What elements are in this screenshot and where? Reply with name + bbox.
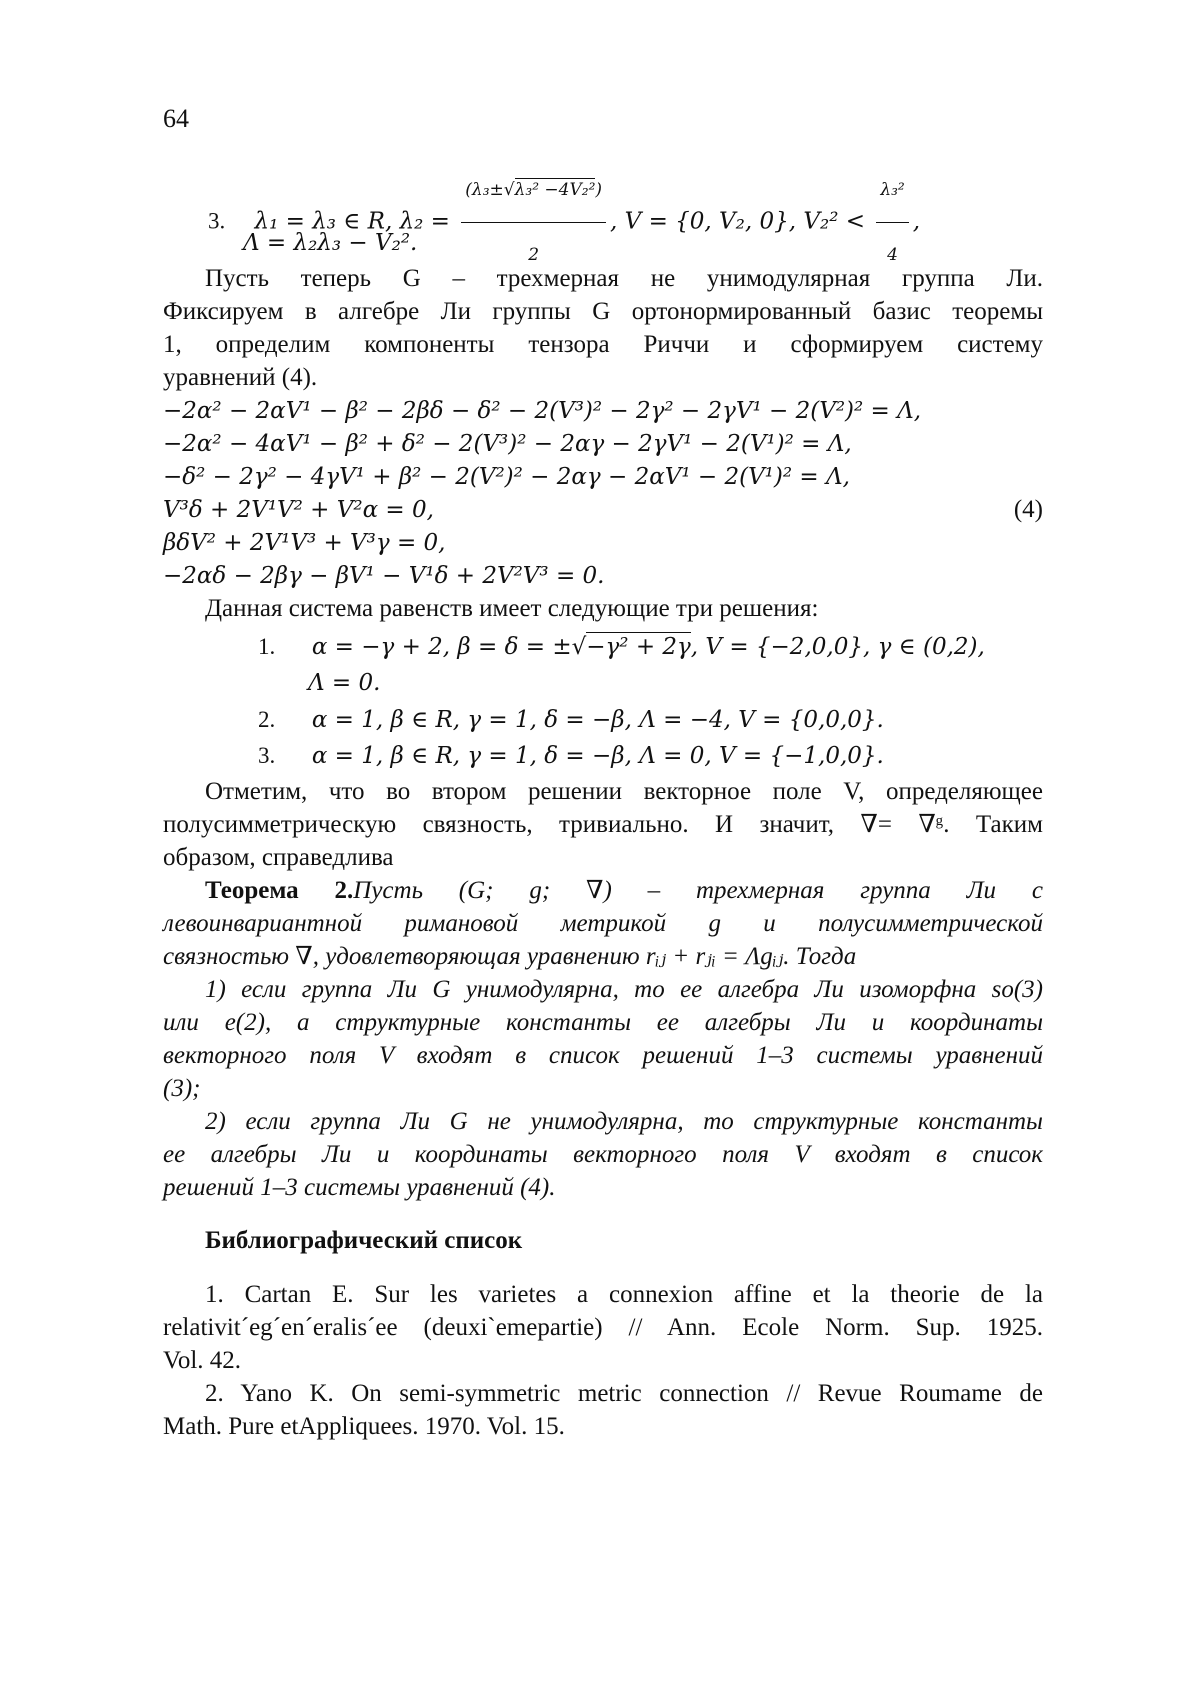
frac-den: 2 xyxy=(461,223,606,285)
system-eq: −2α² − 4αV¹ − β² + δ² − 2(V³)² − 2αγ − 2γV¹ − 2(V¹)² = Λ, xyxy=(163,429,1043,459)
system-eq: −2α² − 2αV¹ − β² − 2βδ − δ² − 2(V³)² − 2γ² − 2γV¹ − 2(V²)² = Λ, xyxy=(163,396,1043,426)
reference-line: Math. Pure etAppliquees. 1970. Vol. 15. xyxy=(163,1412,1043,1442)
para1-line: 1, определим компоненты тензора Риччи и сформируем систему xyxy=(163,330,1043,360)
solution-2-text: α = 1, β ∈ R, γ = 1, δ = −β, Λ = −4, V = {0,0,0}. xyxy=(312,707,884,733)
system-eq: βδV² + 2V¹V³ + V³γ = 0, xyxy=(163,528,1043,558)
theorem-item1-line: или e(2), а структурные константы ее алгебры Ли и координаты xyxy=(163,1008,1043,1038)
system-eq4: V³δ + 2V¹V² + V²α = 0, xyxy=(163,497,434,523)
para2-line: Отметим, что во втором решении векторное поле V, определяющее xyxy=(163,777,1043,807)
v-frac-num: λ₃² xyxy=(876,160,908,223)
para1-line: Фиксируем в алгебре Ли группы G ортонормированный базис теоремы xyxy=(163,297,1043,327)
case3-v-end: , xyxy=(913,209,920,235)
frac-num-a: λ₃± xyxy=(472,180,504,200)
para1-line: Пусть теперь G – трехмерная не унимодулярная группа Ли. xyxy=(163,264,1043,294)
reference-line: Vol. 42. xyxy=(163,1346,1043,1376)
para2-line: образом, справедлива xyxy=(163,843,1043,873)
case3-v-part: , V = {0, V₂, 0}, V₂² < xyxy=(610,209,865,235)
solution-3-label: 3. xyxy=(258,743,275,768)
reference-line: 2. Yano K. On semi-symmetric metric connection // Revue Roumame de xyxy=(163,1379,1043,1409)
bibliography-heading: Библиографический список xyxy=(205,1226,1043,1256)
para1-line: уравнений (4). xyxy=(163,363,1043,393)
reference-line: relativit´eg´en´eralis´ee (deuxi`emepartie) // Ann. Ecole Norm. Sup. 1925. xyxy=(163,1313,1043,1343)
solution-1-part-b: , V = {−2,0,0}, γ ∈ (0,2), xyxy=(691,634,985,660)
solution-1: 1. α = −γ + 2, β = δ = ±√−γ² + 2γ, V = {−2,0,0}, γ ∈ (0,2), xyxy=(258,632,1043,662)
system-eq: −δ² − 2γ² − 4γV¹ + β² − 2(V²)² − 2αγ − 2αV¹ − 2(V¹)² = Λ, xyxy=(163,462,1043,492)
solutions-intro: Данная система равенств имеет следующие три решения: xyxy=(163,594,1043,624)
theorem-item2-line: 2) если группа Ли G не унимодулярна, то структурные константы xyxy=(163,1107,1043,1137)
equation-number: (4) xyxy=(1014,495,1043,525)
solution-1-part-a: α = −γ + 2, β = δ = ± xyxy=(312,634,572,660)
solution-2 xyxy=(258,705,1043,735)
case3-fraction: (λ₃±√λ₃² −4V₂²) 2 xyxy=(461,160,606,285)
case3-lambda-eq: λ₁ = λ₃ ∈ R, λ₂ = xyxy=(255,209,450,235)
solution-1-radicand: −γ² + 2γ xyxy=(586,632,691,660)
theorem-item2-line: ее алгебры Ли и координаты векторного поля V входят в список xyxy=(163,1140,1043,1170)
solution-1-label: 1. xyxy=(258,634,275,659)
theorem-title: Теорема 2. xyxy=(205,877,353,904)
frac-num-radicand: λ₃² −4V₂² xyxy=(515,178,596,200)
solution-1-line2: Λ = 0. xyxy=(308,668,1043,698)
solution-3 xyxy=(258,741,1043,771)
theorem-item1-line: (3); xyxy=(163,1074,1043,1104)
system-eq: −2αδ − 2βγ − βV¹ − V¹δ + 2V²V³ = 0. xyxy=(163,561,1043,591)
case3-label: 3. xyxy=(208,209,225,234)
system-eq xyxy=(163,495,1043,525)
theorem-text: Пусть (G; g; ∇) – трехмерная группа Ли с xyxy=(353,877,1043,904)
theorem-item1-line: векторного поля V входят в список решений 1–3 системы уравнений xyxy=(163,1041,1043,1071)
solution-2-label: 2. xyxy=(258,707,275,732)
theorem-line xyxy=(163,876,1043,906)
theorem-item2-line: решений 1–3 системы уравнений (4). xyxy=(163,1173,1043,1203)
theorem-line: связностью ∇, удовлетворяющая уравнению rᵢⱼ + rⱼᵢ = Λgᵢⱼ. Тогда xyxy=(163,942,1043,972)
page-number: 64 xyxy=(163,104,189,134)
reference-line: 1. Cartan E. Sur les varietes a connexion affine et la theorie de la xyxy=(163,1280,1043,1310)
para2-line: полусимметрическую связность, тривиально. И значит, ∇= ∇ᵍ. Таким xyxy=(163,810,1043,840)
theorem-item1-line: 1) если группа Ли G унимодулярна, то ее алгебра Ли изоморфна so(3) xyxy=(163,975,1043,1005)
theorem-line: левоинвариантной римановой метрикой g и полусимметрической xyxy=(163,909,1043,939)
case3-lambda-line: Λ = λ₂λ₃ − V₂². xyxy=(243,228,1043,258)
v-frac-den: 4 xyxy=(876,223,908,285)
solution-3-text: α = 1, β ∈ R, γ = 1, δ = −β, Λ = 0, V = {−1,0,0}. xyxy=(312,743,884,769)
